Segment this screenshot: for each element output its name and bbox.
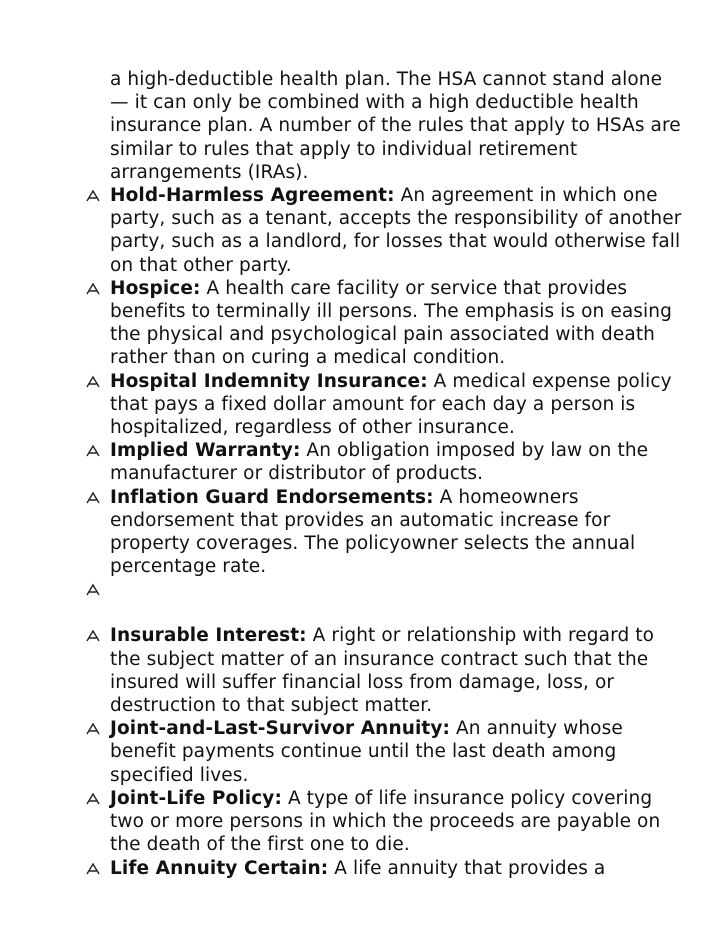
- entry-definition: A right or relationship with regard to the subject matter of an insurance contract such that the insured will suffer financial loss from damage, loss, or destruction to that subject matter.: [110, 625, 655, 717]
- entry-definition: A medical expense policy that pays a fixed dollar amount for each day a person is hospitalized, regardless of other insurance.: [110, 370, 672, 439]
- entry-term: Hospital Indemnity Insurance:: [110, 370, 428, 392]
- entry-term: Joint-and-Last-Survivor Annuity:: [110, 718, 451, 740]
- triangle-bullet-icon: [84, 373, 102, 391]
- entry-definition: An annuity whose benefit payments continue until the last death among specified lives.: [110, 718, 623, 786]
- triangle-bullet-icon: [84, 442, 102, 460]
- triangle-bullet-icon: [84, 187, 102, 205]
- triangle-bullet-icon: [84, 581, 102, 599]
- entry-definition: A type of life insurance policy covering two or more persons in which the proceeds are payable on the death of the first one to die.: [110, 787, 661, 856]
- entry-definition: An obligation imposed by law on the manufacturer or distributor of products.: [110, 440, 649, 485]
- glossary-entry: [84, 624, 684, 717]
- entry-term: Inflation Guard Endorsements:: [110, 486, 434, 508]
- glossary-entry: [84, 277, 684, 370]
- triangle-bullet-icon: [84, 627, 102, 645]
- entry-term: Hospice:: [110, 277, 201, 299]
- entry-definition: A life annuity that provides a: [328, 857, 606, 879]
- triangle-bullet-icon: [84, 280, 102, 298]
- glossary-entry: [84, 184, 684, 277]
- entry-term: Implied Warranty:: [110, 440, 301, 462]
- triangle-bullet-icon: [84, 790, 102, 808]
- glossary-entry: [84, 486, 684, 579]
- entry-term: Life Annuity Certain:: [110, 857, 329, 879]
- glossary-list: [84, 68, 684, 880]
- entry-definition: An agreement in which one party, such as a tenant, accepts the responsibility of another party, such as a landlord, for losses that would otherwise fall on that other party.: [110, 185, 682, 276]
- glossary-entry: [84, 439, 684, 485]
- entry-term: Insurable Interest:: [110, 625, 307, 647]
- entry-definition: A homeowners endorsement that provides an automatic increase for property coverages. The policyowner selects the annual percentage rate.: [110, 486, 636, 578]
- entry-text: a high-deductible health plan. The HSA cannot stand alone — it can only be combined with a high deductible health insurance plan. A number of the rules that apply to HSAs are similar to rules that apply to individual retirement arrangements (IRAs).: [110, 69, 681, 183]
- triangle-bullet-icon: [84, 860, 102, 878]
- entry-term: Joint-Life Policy:: [110, 787, 282, 809]
- glossary-entry: [84, 717, 684, 787]
- glossary-entry: [84, 857, 684, 880]
- glossary-entry: [84, 787, 684, 857]
- triangle-bullet-icon: [84, 489, 102, 507]
- continued-entry: [84, 68, 684, 184]
- empty-entry: [84, 578, 684, 624]
- entry-term: Hold-Harmless Agreement:: [110, 185, 395, 207]
- entry-definition: A health care facility or service that provides benefits to terminally ill persons. The emphasis is on easing the physical and psychological pain associated with death rather than on curing a medical condition.: [110, 277, 672, 369]
- glossary-entry: [84, 370, 684, 440]
- triangle-bullet-icon: [84, 720, 102, 738]
